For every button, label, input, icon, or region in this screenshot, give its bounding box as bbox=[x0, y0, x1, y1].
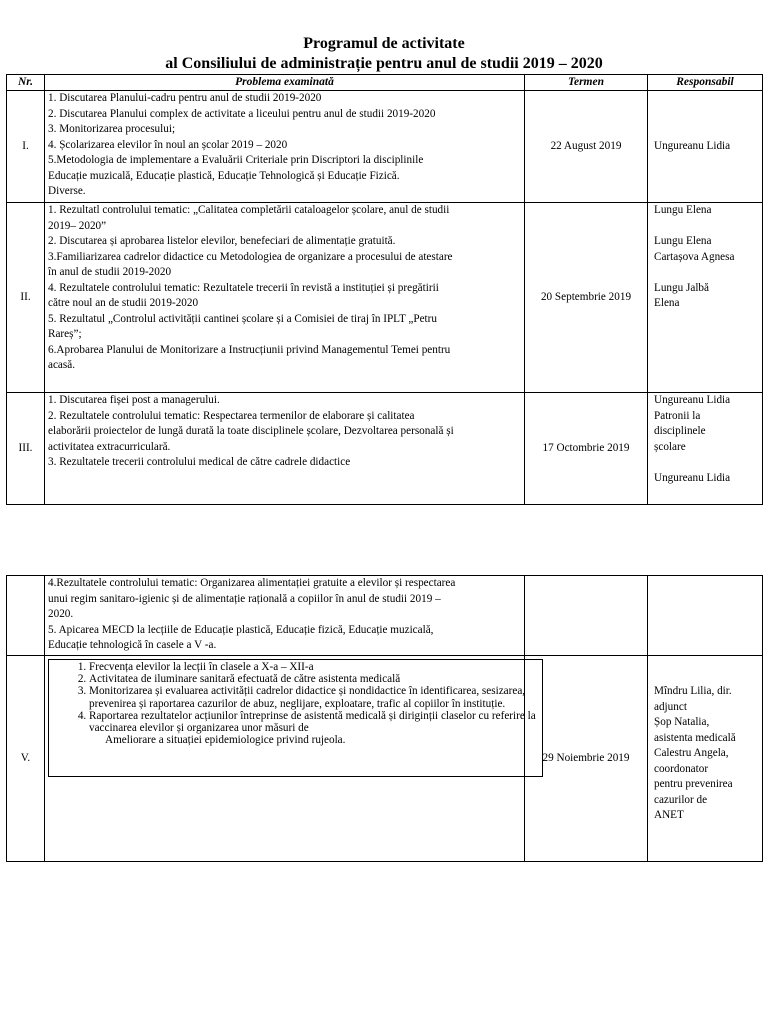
row-term: 22 August 2019 bbox=[525, 91, 648, 203]
row-problem: 4.Rezultatele controlului tematic: Organizarea alimentației gratuite a elevilor și respectarea unui regim sanitaro-igienic și de alimentație rațională a copiilor în anul de studii 2019 – 2020. 5. Apicarea MECD la lecțiile de Educație plastică, Educație fizică, Educație muzicală, Educație tehnologică în casele a V -a. bbox=[45, 576, 525, 656]
list-item: 4. Raportarea rezultatelor acțiunilor întreprinse de asistentă medicală și diriginții claselor cu referire la vaccinarea elevilor și organizarea unor măsuri de bbox=[89, 710, 542, 734]
table-row bbox=[7, 393, 763, 505]
header-nr: Nr. bbox=[7, 75, 45, 91]
row-term: 29 Noiembrie 2019 bbox=[525, 656, 648, 862]
list-item: 3. Monitorizarea și evaluarea activității cadrelor didactice și nondidactice în identificarea, sesizarea, prevenirea și raportarea cazurilor de abuz, neglijare, exploatare, trafic al copiilor în instituție. bbox=[89, 685, 542, 709]
row-problem: 1. Rezultatl controlului tematic: „Calitatea completării cataloagelor școlare, anul de studii 2019– 2020” 2. Discutarea și aprobarea listelor elevilor, benefeciari de alimentație gratuită. 3.Familiarizarea cadrelor didactice cu Metodologiea de organizare a procesului de atestare în anul de studii 2019-2020 4. Rezultatele controlului tematic: Rezultatele trecerii în revistă a instituției și pregătirii către noul an de studii 2019-2020 5. Rezultatul „Controlul activității cantinei școlare și a Comisiei de tiraj în IPLT „Petru Rareș”; 6.Aprobarea Planului de Monitorizare a Instrucțiunii privind Managementul Temei pentru acasă. bbox=[45, 203, 525, 393]
row-term bbox=[525, 576, 648, 656]
table-header-row bbox=[7, 75, 763, 91]
row-responsible: Ungureanu Lidia bbox=[648, 91, 763, 203]
row-responsible: Lungu Elena Lungu Elena Cartașova Agnesa Lungu Jalbă Elena bbox=[648, 203, 763, 393]
row-problem: 1. Discutarea fișei post a managerului. 2. Rezultatele controlului tematic: Respectarea termenilor de elaborare și calitatea elaborării proiectelor de lungă durată la toate disciplinele școlare, Dezvoltarea personală și activitatea extracurriculară. 3. Rezultatele trecerii controlului medical de către cadrele didactice bbox=[45, 393, 525, 505]
list-item: 2. Activitatea de iluminare sanitară efectuată de către asistenta medicală bbox=[89, 673, 542, 685]
row-v-list-box bbox=[48, 659, 543, 777]
table-row bbox=[7, 576, 763, 656]
row-number: V. bbox=[7, 656, 45, 862]
row-number: II. bbox=[7, 203, 45, 393]
page-title: Programul de activitate bbox=[303, 35, 465, 52]
page-subtitle: al Consiliului de administrație pentru anul de studii 2019 – 2020 bbox=[165, 55, 603, 72]
list-tail: Ameliorare a situației epidemiologice privind rujeola. bbox=[105, 734, 346, 747]
row-term: 20 Septembrie 2019 bbox=[525, 203, 648, 393]
row-number: I. bbox=[7, 91, 45, 203]
header-term: Termen bbox=[525, 75, 648, 91]
list-item: 1. Frecvența elevilor la lecții în clasele a X-a – XII-a bbox=[89, 661, 542, 673]
row-responsible bbox=[648, 576, 763, 656]
table-row bbox=[7, 91, 763, 203]
row-term: 17 Octombrie 2019 bbox=[525, 393, 648, 505]
row-v-list bbox=[49, 661, 542, 734]
row-problem: 1. Discutarea Planului-cadru pentru anul de studii 2019-2020 2. Discutarea Planului complex de activitate a liceului pentru anul de studii 2019-2020 3. Monitorizarea procesului; 4. Școlarizarea elevilor în noul an școlar 2019 – 2020 5.Metodologia de implementare a Evaluării Criteriale prin Discriptori la disciplinile Educație muzicală, Educație plastică, Educație Tehnologică și Educație Fizică. Diverse. bbox=[45, 91, 525, 203]
table-row bbox=[7, 203, 763, 393]
row-number: III. bbox=[7, 393, 45, 505]
header-problem: Problema examinată bbox=[45, 75, 525, 91]
row-responsible: Ungureanu Lidia Patronii la disciplinele școlare Ungureanu Lidia bbox=[648, 393, 763, 505]
row-responsible: Mîndru Lilia, dir. adjunct Șop Natalia, asistenta medicală Calestru Angela, coordonator pentru prevenirea cazurilor de ANET bbox=[648, 656, 763, 862]
row-number bbox=[7, 576, 45, 656]
activity-table-top bbox=[6, 74, 763, 505]
header-resp: Responsabil bbox=[648, 75, 763, 91]
